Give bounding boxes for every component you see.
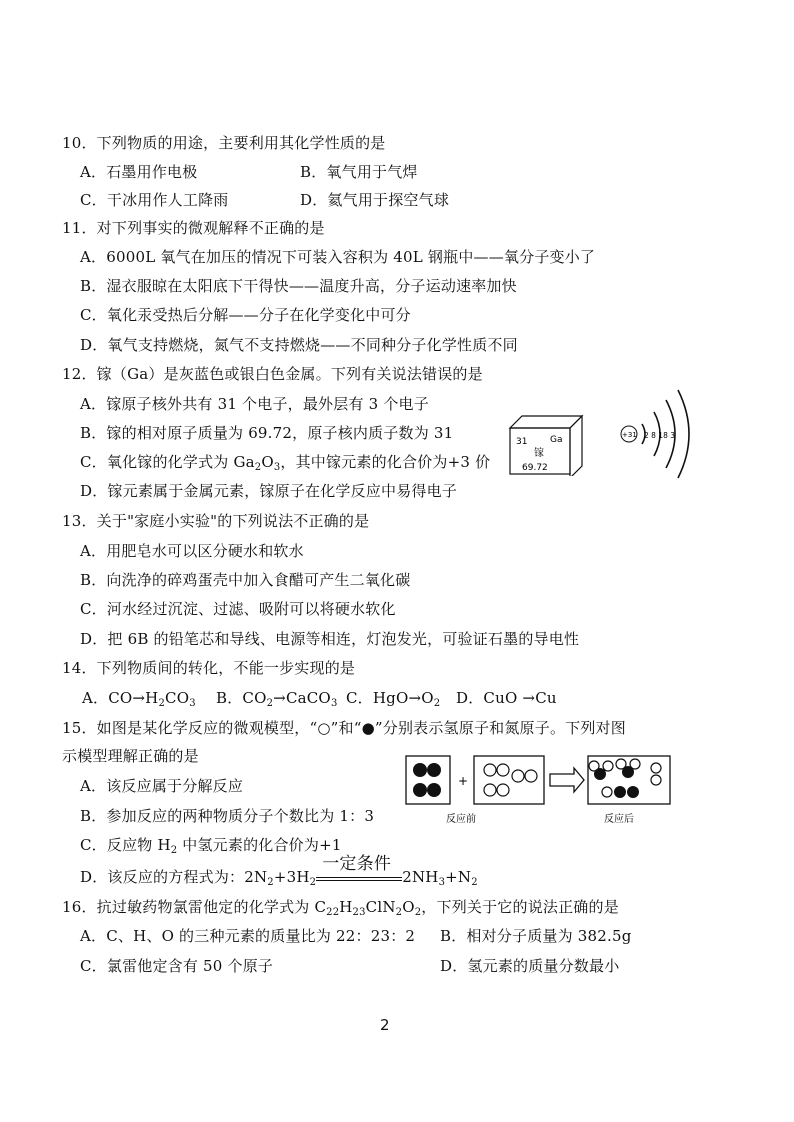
gallium-atom-structure-diagram (612, 384, 702, 484)
reaction-condition-label: 一定条件 (322, 854, 392, 874)
before-reaction-label: 反应前 (446, 814, 476, 825)
q15-stem-line2: 示模型理解正确的是 (62, 747, 199, 765)
q12-option-b: B．镓的相对原子质量为 69.72，原子核内质子数为 31 (80, 424, 454, 442)
q15-option-a: A．该反应属于分解反应 (80, 777, 244, 795)
q16-option-d: D．氢元素的质量分数最小 (440, 957, 620, 975)
q10-option-d: D．氦气用于探空气球 (300, 191, 450, 209)
q14-option-a: A．$CO\to H_2CO_3$ (82, 689, 196, 709)
after-reaction-label: 反应后 (604, 814, 634, 825)
element-symbol: Ga (550, 435, 563, 445)
page-number: 2 (380, 1016, 390, 1034)
q16-option-a: A．C、H、O 的三种元素的质量比为 22：23：2 (80, 927, 416, 945)
q13-option-b: B．向洗净的碎鸡蛋壳中加入食醋可产生二氧化碳 (80, 571, 411, 589)
q16-option-c: C．氯雷他定含有 50 个原子 (80, 957, 274, 975)
reaction-condition-arrow (316, 854, 402, 886)
q11-option-c: C．氧化汞受热后分解——分子在化学变化中可分 (80, 306, 411, 324)
q12-option-a: A．镓原子核外共有 31 个电子，最外层有 3 个电子 (80, 395, 429, 413)
q11-stem: 11．对下列事实的微观解释不正确的是 (62, 219, 325, 237)
element-mass: 69.72 (522, 463, 548, 473)
element-name: 镓 (534, 448, 544, 459)
q10-option-a: A．石墨用作电极 (80, 163, 198, 181)
q15-option-d: D．该反应的方程式为：$2N_2+3H_2$ 一定条件 $2NH_3+N_2$ (80, 854, 478, 888)
q10-option-b: B．氧气用于气焊 (300, 163, 418, 181)
element-number: 31 (516, 437, 528, 447)
q10-option-c: C．干冰用作人工降雨 (80, 191, 229, 209)
q15-option-c: C．反应物 $H_2$ 中氢元素的化合价为+1 (80, 836, 342, 856)
q14-option-c: C．$HgO\to O_2$ (346, 689, 441, 709)
q10-stem: 10．下列物质的用途，主要利用其化学性质的是 (62, 134, 386, 152)
q14-stem: 14．下列物质间的转化，不能一步实现的是 (62, 659, 356, 677)
q16-option-b: B．相对分子质量为 382.5g (440, 927, 632, 945)
plus-sign: + (458, 774, 469, 788)
atom-electron-shells: 2 8 18 3 (644, 431, 676, 440)
q16-stem: 16．抗过敏药物氯雷他定的化学式为 $C_{22}H_{23}ClN_2O_2$，下列关于它的说法正确的是 (62, 898, 619, 918)
q13-option-a: A．用肥皂水可以区分硬水和软水 (80, 542, 304, 560)
q13-stem: 13．关于"家庭小实验"的下列说法不正确的是 (62, 512, 370, 530)
q13-option-c: C．河水经过沉淀、过滤、吸附可以将硬水软化 (80, 600, 396, 618)
q14-option-d: D．CuO →Cu (456, 689, 557, 707)
q11-option-d: D．氧气支持燃烧，氮气不支持燃烧——不同种分子化学性质不同 (80, 336, 518, 354)
q14-option-b: B．$CO_2\to CaCO_3$ (216, 689, 338, 709)
q12-option-c: C．氧化镓的化学式为 $Ga_2O_3$，其中镓元素的化合价为+3 价 (80, 453, 491, 473)
q11-option-a: A．6000L 氧气在加压的情况下可装入容积为 40L 钢瓶中——氧分子变小了 (80, 248, 596, 266)
q12-stem: 12．镓（Ga）是灰蓝色或银白色金属。下列有关说法错误的是 (62, 365, 483, 383)
q12-option-d: D．镓元素属于金属元素，镓原子在化学反应中易得电子 (80, 482, 458, 500)
q13-option-d: D．把 6B 的铅笔芯和导线、电源等相连，灯泡发光，可验证石墨的导电性 (80, 630, 580, 648)
atom-nucleus-label: +31 (622, 431, 637, 439)
reaction-micro-model-diagram (404, 752, 674, 826)
q11-option-b: B．湿衣服晾在太阳底下干得快——温度升高，分子运动速率加快 (80, 277, 517, 295)
q15-option-b: B．参加反应的两种物质分子个数比为 1：3 (80, 807, 375, 825)
gallium-element-tile (506, 412, 586, 476)
q15-stem-line1: 15．如图是某化学反应的微观模型，“○”和“●”分别表示氢原子和氮原子。下列对图 (62, 719, 626, 737)
